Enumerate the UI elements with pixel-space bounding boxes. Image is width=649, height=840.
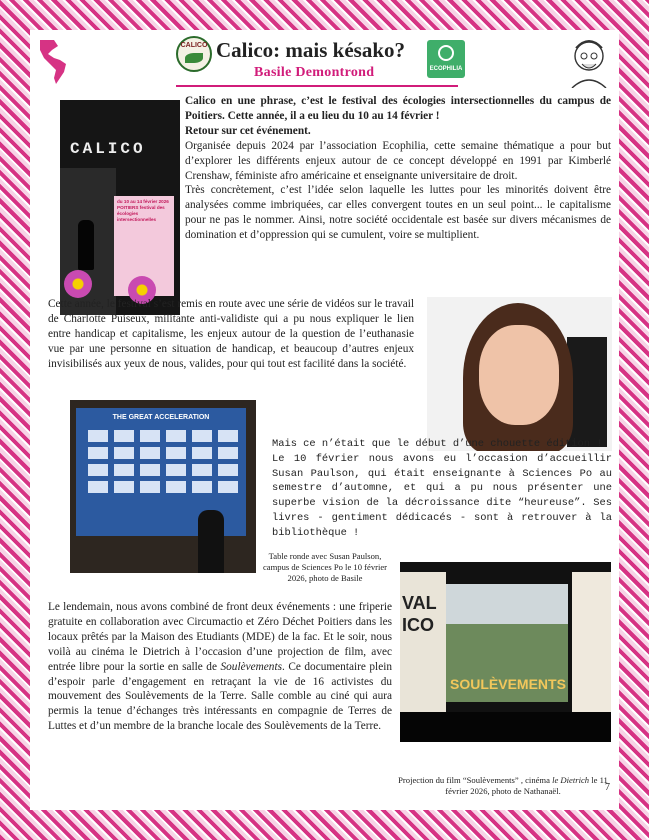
- poster-text: du 10 au 14 février 2026 POITIERS festival des écologies intersectionnelles: [117, 199, 169, 222]
- bird-icon: [438, 45, 454, 61]
- author-name: Basile Demontrond: [254, 65, 375, 80]
- caption-film-a: Projection du film “Soulèvements” , cinéma: [398, 775, 553, 785]
- slide-title: THE GREAT ACCELERATION: [112, 414, 210, 421]
- photo-susan-paulson-talk: [70, 400, 256, 573]
- intro-lead-2: Retour sur cet événement.: [185, 124, 311, 137]
- photo-film-projection: [400, 562, 611, 742]
- portrait-face: [479, 325, 559, 425]
- section-puiseux: [48, 297, 414, 372]
- puiseux-paragraph: Cette année, le festival s’est remis en route avec une série de vidéos sur le travail de Charlotte Puiseux, militante anti-validiste qui a pu nous expliquer le lien entre handicap et capitalisme, les enjeux autour de la question de l’euthanasie vue par une personne en situation de handicap, et beaucoup d’autres enjeux invisibilisés aux yeux de nous, valides, pour qui tout est facilité dans la société.: [48, 298, 414, 370]
- cinema-name: le Dietrich: [552, 775, 590, 785]
- leaf-icon: [185, 53, 203, 63]
- intro-paragraph-2: Très concrètement, c’est l’idée selon laquelle les luttes pour les minorités doivent être analysées comme imbriquées, car elles convergent toutes en un seul point... le capitalisme pour ne pas le nommer. Ainsi, notre société occidentale est basée sur divers mécanismes de domination et d’oppression qui se cumulent, voire se multiplient.: [185, 184, 611, 242]
- film-title: SOULÈVEMENTS: [450, 676, 566, 692]
- wheelchair-headrest: [567, 337, 607, 447]
- audience-silhouettes: [400, 712, 611, 742]
- soulevements-paragraph: [48, 600, 392, 734]
- soulevements-text-b: . Ce documentaire plein d’espoir parle d’engagement en retraçant la vie de 16 activistes du mouvement des Soulèvements de la Terre. Salle comble au ciné qui aura permis la tenue d’échanges très intéressants en compagnie de Terres de Luttes et d’un membre de la branche locale des Soulèvements de la Terre.: [48, 660, 393, 733]
- header-divider: [176, 85, 458, 87]
- cyclist-silhouette: [78, 220, 94, 270]
- festival-banner: [400, 572, 446, 712]
- intro-paragraph-1: Organisée depuis 2024 par l’association Ecophilia, cette semaine thématique a pour but d’explorer les différents enjeux autour de ce concept développé en 1991 par Kimberlé Crenshaw, féministe afro américaine et enseignante universitaire de droit.: [185, 139, 611, 182]
- film-screen: [446, 584, 568, 702]
- banner-text: VAL ICO: [402, 593, 437, 635]
- film-sky: [446, 584, 568, 624]
- film-name: Soulèvements: [220, 660, 282, 673]
- presenter-silhouette: [198, 510, 224, 573]
- paulson-paragraph-1: Mais ce n’était que le début d’une chouette édition !: [272, 438, 603, 450]
- calico-logo-text: CALICO: [180, 42, 208, 49]
- side-wall: [572, 572, 611, 712]
- flower-icon: [64, 270, 92, 298]
- intro-lead: Calico en une phrase, c’est le festival des écologies intersectionnelles du campus de Poitiers. Cette année, il a eu lieu du 10 au 14 février !: [185, 95, 611, 122]
- section-soulevements: [48, 600, 392, 734]
- page-content: [30, 30, 619, 810]
- author-portrait-sketch: [566, 36, 612, 88]
- paulson-paragraph-2: Le 10 février nous avons eu l’occasion d’accueillir Susan Paulson, qui était enseignante à Sciences Po au semestre d’automne, et qui a pu nous présenter une superbe vision de la décroissance dite “heureuse”. Ses livres - gentiment dédicacés - sont à retrouver à la bibliothèque !: [272, 452, 612, 539]
- americas-map-icon: [34, 38, 78, 86]
- page-title: Calico: mais késako?: [216, 38, 405, 62]
- caption-film-b: le 11 février 2026, photo de Nathanaël.: [445, 775, 608, 797]
- calico-logo: [176, 36, 212, 72]
- section-paulson: [272, 437, 612, 541]
- ecophilia-logo: [427, 40, 465, 78]
- slide-graph-grid: [88, 430, 238, 493]
- caption-film: [390, 775, 616, 797]
- soulevements-text-a: Le lendemain, nous avons combiné de front deux événements : une friperie gratuite en collaboration avec Circumactio et Zéro Déchet Poitiers dans les locaux prêtés par la Maison des Etudiants (MDE) de la fac. Et le soir, nous voilà au cinéma le Dietrich à l’occasion d’une projection de film, avec entrée libre pour la sortie en salle de: [48, 601, 392, 673]
- calico-sign: CALICO: [70, 140, 146, 158]
- photo-calico-entrance: [60, 100, 180, 315]
- intro-text: [185, 94, 611, 243]
- caption-paulson: Table ronde avec Susan Paulson, campus de Sciences Po le 10 février 2026, photo de Basile: [262, 551, 388, 584]
- photo-charlotte-puiseux: [427, 297, 612, 451]
- page-number: 7: [605, 782, 610, 793]
- ecophilia-logo-text: ECOPHILIA: [429, 66, 463, 72]
